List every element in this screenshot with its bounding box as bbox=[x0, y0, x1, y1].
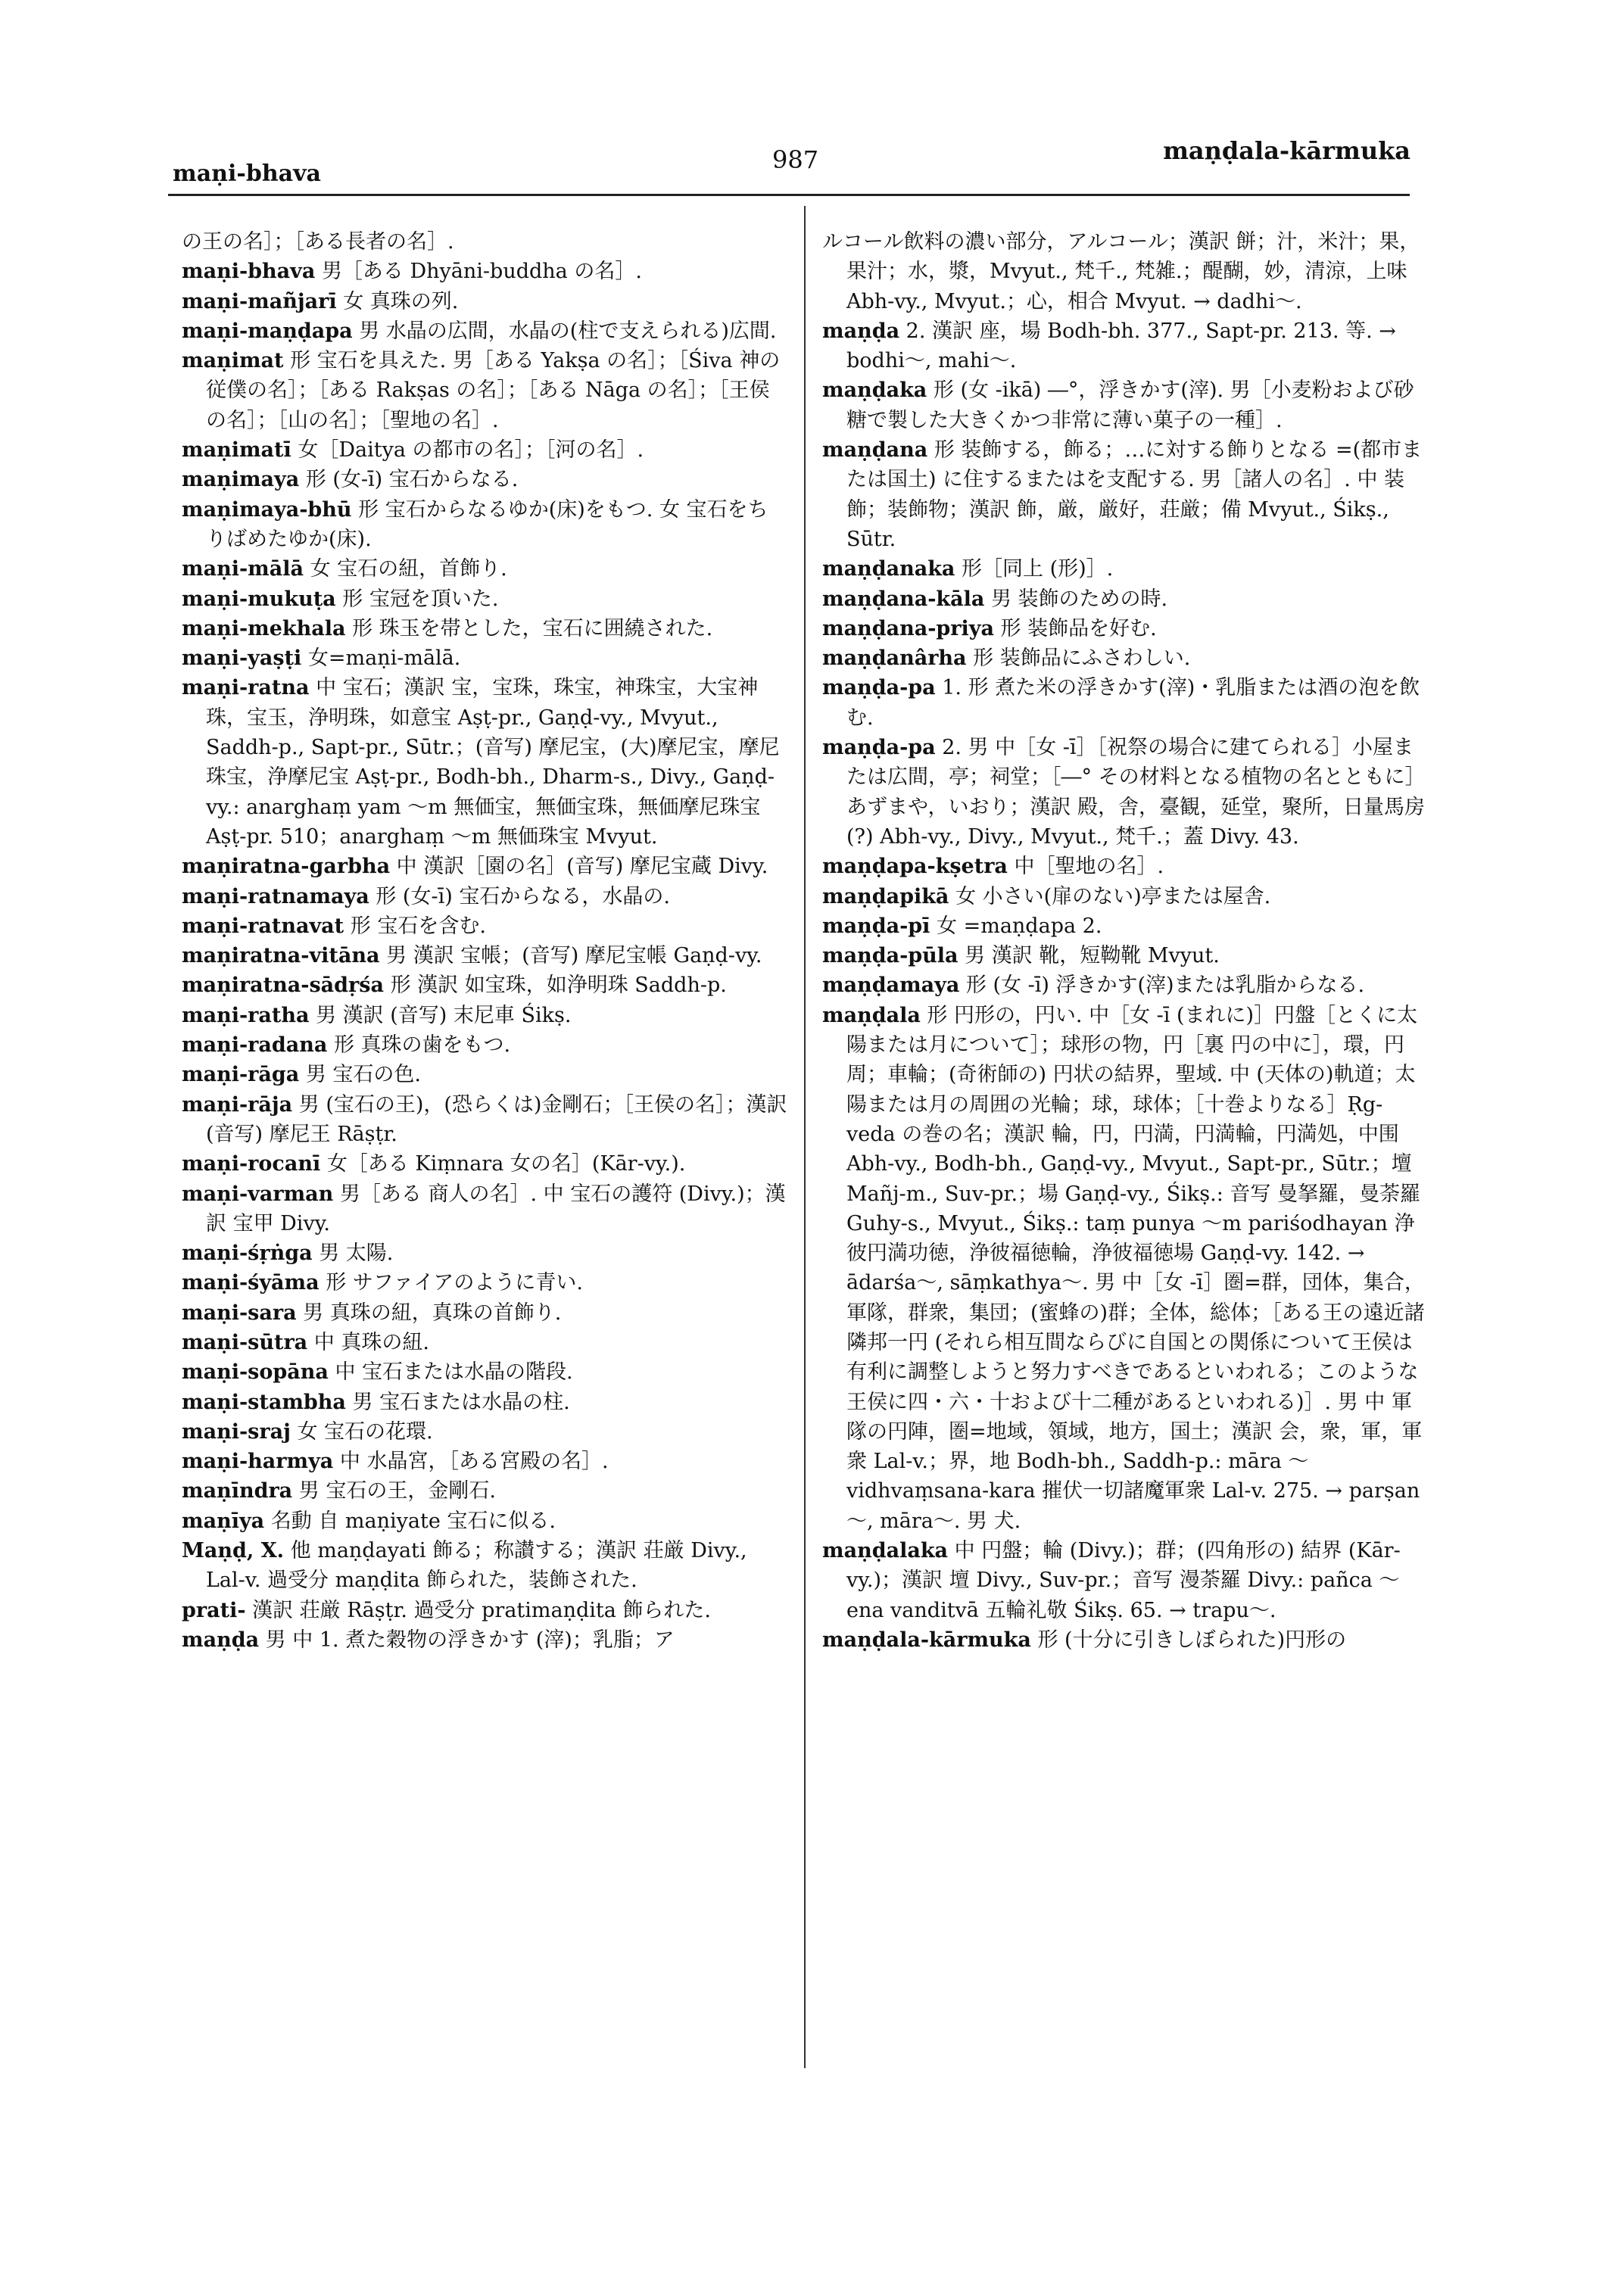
entry-definition: 形 宝冠を頂いた. bbox=[342, 587, 499, 611]
entry-definition: 形 円形の，円い. 中［女 -ī (まれに)］円盤［とくに太陽または月について］；球形の物，円［裏 円の中に］，環，円周；車輪；(奇術師の) 円状の結界，聖域. 中 (天体の)軌道；太陽または月の周囲の光輪；球，球体；［十巻よりなる］Ṛg-veda の巻の名；漢訳 輪，円，円満，円満輪，円満処，中围 Abh-vy., Bodh-bh., Gaṇḍ-vy., Mvyut., Sapt-pr., Sūtr.；壇 Mañj-m., Suv-pr.；場 Gaṇḍ-vy., Śikṣ.: 音写 曼拏羅，曼荼羅 Guhy-s., Mvyut., Śikṣ.: taṃ punya ～m pariśodhayan 浄彼円満功徳，浄彼福徳輪，浄彼福徳場 Gaṇḍ-vy. 142. → ādarśa～, sāṃkathya～. 男 中［女 -ī］圏=群，団体，集合，軍隊，群衆，集団；(蜜蜂の)群；全体，総体；［ある王の遠近諸隣邦一円 (それら相互間ならびに自国との関係について王侯は有利に調整しようと努力すべきであるといわれる；このような王侯に四・六・十および十二種があるといわれる)］. 男 中 軍隊の円陣，圏=地域，領域，地方，国土；漢訳 会，衆，軍，軍衆 Lal-v.；界，地 Bodh-bh., Saddh-p.: māra ～vidhvaṃsana-kara 摧伏一切諸魔軍衆 Lal-v. 275. → parṣan～, māra～. 男 犬. bbox=[846, 1003, 1425, 1533]
dictionary-entry bbox=[182, 257, 787, 286]
entry-headword: maṇḍa-pī bbox=[822, 914, 930, 938]
entry-headword: maṇḍala bbox=[822, 1003, 921, 1027]
entry-headword: maṇḍa-pūla bbox=[822, 944, 959, 968]
dictionary-entry bbox=[822, 882, 1428, 911]
dictionary-entry bbox=[182, 1357, 787, 1387]
entry-definition: 男 水晶の広間，水晶の(柱で支えられる)広間. bbox=[359, 319, 777, 343]
dictionary-entry bbox=[182, 673, 787, 852]
entry-headword: maṇi-rāja bbox=[182, 1092, 293, 1117]
entry-definition: 形 (女 -ikā) ―°，浮きかす(滓). 男［小麦粉および砂糖で製した大きくかつ非常に薄い菓子の一種］. bbox=[846, 379, 1414, 432]
dictionary-entry bbox=[182, 495, 787, 555]
dictionary-entry bbox=[822, 614, 1428, 643]
entry-headword: maṇḍapa-kṣetra bbox=[822, 855, 1008, 879]
dictionary-entry bbox=[182, 1388, 787, 1417]
dictionary-entry bbox=[182, 1149, 787, 1179]
entry-headword: maṇimaya-bhū bbox=[182, 497, 352, 522]
entry-headword: maṇḍala-kārmuka bbox=[822, 1628, 1031, 1652]
entry-headword: maṇi-mekhala bbox=[182, 616, 346, 640]
dictionary-entry bbox=[822, 227, 1428, 316]
entry-definition: ルコール飲料の濃い部分，アルコール；漢訳 餅；汁，米汁；果，果汁；水，漿，Mvyut., 梵千., 梵雑.；醍醐，妙，清涼，上味 Abh-vy., Mvyut.；心，相合 Mvyut. → dadhi～. bbox=[822, 230, 1420, 313]
entry-definition: 男［ある 商人の名］. 中 宝石の護符 (Divy.)；漢訳 宝甲 Divy. bbox=[206, 1182, 786, 1235]
dictionary-entry bbox=[822, 733, 1428, 852]
dictionary-entry bbox=[182, 1298, 787, 1328]
dictionary-entry bbox=[182, 1506, 787, 1536]
entry-definition: 他 maṇḍayati 飾る；称讃する；漢訳 荘厳 Divy., Lal-v. 過受分 maṇḍita 飾られた，装飾された. bbox=[206, 1539, 747, 1593]
entry-definition: 男 宝石の色. bbox=[305, 1063, 422, 1087]
entry-headword: maṇimaya bbox=[182, 468, 300, 492]
right-column bbox=[822, 227, 1428, 1655]
entry-definition: 形 (女 -ī) 浮きかす(滓)または乳脂からなる. bbox=[965, 974, 1365, 998]
dictionary-entry bbox=[182, 1625, 787, 1655]
entry-headword: maṇi-śṛṅga bbox=[182, 1242, 313, 1266]
entry-definition: 男 宝石または水晶の柱. bbox=[352, 1390, 570, 1414]
entry-definition: 中 宝石；漢訳 宝，宝珠，珠宝，神珠宝，大宝神珠，宝玉，浄明珠，如意宝 Aṣṭ-pr., Gaṇḍ-vy., Mvyut., Saddh-p., Sapt-pr., Sūtr.；(音写) 摩尼宝，(大)摩尼宝，摩尼珠宝，浄摩尼宝 Aṣṭ-pr., Bodh-bh., Dharm-s., Divy., Gaṇḍ-vy.: anarghaṃ yam ～m 無価宝，無価宝珠，無価摩尼珠宝 Aṣṭ-pr. 510；anarghaṃ ～m 無価珠宝 Mvyut. bbox=[206, 676, 780, 849]
dictionary-entry bbox=[182, 584, 787, 614]
dictionary-entry bbox=[182, 1238, 787, 1268]
entry-headword: maṇḍapikā bbox=[822, 884, 949, 908]
entry-definition: 男［ある Dhyāni-buddha の名］. bbox=[321, 260, 642, 284]
dictionary-entry bbox=[182, 882, 787, 911]
entry-definition: 2. 男 中［女 -ī］［祝祭の場合に建てられる］小屋または広間，亭；祠堂；［―° その材料となる植物の名とともに］あずまや，いおり；漢訳 殿，舎，臺観，延堂，聚所，日量馬房(?) Abh-vy., Divy., Mvyut., 梵千.；蓋 Divy. 43. bbox=[846, 736, 1426, 849]
dictionary-entry bbox=[822, 554, 1428, 584]
dictionary-entry bbox=[822, 643, 1428, 673]
entry-definition: 男 真珠の紐，真珠の首飾り. bbox=[303, 1301, 562, 1325]
dictionary-entry bbox=[822, 852, 1428, 881]
dictionary-entry bbox=[182, 1476, 787, 1506]
dictionary-entry bbox=[822, 941, 1428, 970]
entry-definition: 形 (十分に引きしぼられた)円形の bbox=[1037, 1628, 1347, 1652]
entry-definition: 男 中 1. 煮た穀物の浮きかす (滓)；乳脂；ア bbox=[265, 1628, 675, 1652]
dictionary-entry bbox=[182, 1328, 787, 1357]
entry-definition: 形 サファイアのように青い. bbox=[326, 1271, 584, 1295]
dictionary-entry bbox=[182, 1001, 787, 1030]
entry-headword: maṇi-mañjarī bbox=[182, 289, 337, 313]
entry-definition: 形 装飾する，飾る；…に対する飾りとなる =(都市または国土) に住するまたはを支配する. 男［諸人の名］. 中 装飾；装飾物；漢訳 飾，厳，厳好，荘厳；備 Mvyut., Śikṣ., Sūtr. bbox=[846, 438, 1423, 551]
entry-headword: maṇi-maṇḍapa bbox=[182, 319, 353, 343]
entry-definition: 中［聖地の名］. bbox=[1014, 855, 1164, 879]
dictionary-entry bbox=[182, 911, 787, 941]
dictionary-entry bbox=[822, 970, 1428, 1000]
dictionary-entry bbox=[182, 1417, 787, 1447]
entry-headword: maṇḍaka bbox=[822, 379, 927, 403]
running-head-left: maṇi-bhava bbox=[173, 160, 321, 187]
entry-definition: 女 宝石の紐，首飾り. bbox=[310, 557, 507, 581]
entry-definition: 1. 形 煮た米の浮きかす(滓)・乳脂または酒の泡を飲む. bbox=[846, 676, 1420, 730]
entry-definition: 女 =maṇḍapa 2. bbox=[937, 914, 1102, 938]
entry-headword: maṇi-sūtra bbox=[182, 1330, 308, 1354]
entry-definition: 中 円盤；輪 (Divy.)；群；(四角形の) 結界 (Kār-vy.)；漢訳 壇 Divy., Suv-pr.；音写 漫荼羅 Divy.: pañca ～ena vanditvā 五輪礼敬 Śikṣ. 65. → trapu～. bbox=[846, 1539, 1401, 1622]
entry-definition: 形 漢訳 如宝珠，如浄明珠 Saddh-p. bbox=[390, 974, 727, 998]
entry-definition: 男 (宝石の王)，(恐らくは)金剛石；［王侯の名］；漢訳 (音写) 摩尼王 Rāṣṭr. bbox=[206, 1092, 787, 1146]
entry-headword: maṇi-harmya bbox=[182, 1450, 334, 1474]
entry-definition: 女［ある Kiṃnara 女の名］(Kār-vy.). bbox=[326, 1152, 686, 1176]
entry-headword: maṇi-mukuṭa bbox=[182, 587, 336, 611]
dictionary-entry bbox=[182, 465, 787, 494]
dictionary-entry bbox=[822, 1625, 1428, 1655]
entry-headword: maṇi-ratnamaya bbox=[182, 884, 369, 908]
entry-headword: maṇḍamaya bbox=[822, 974, 960, 998]
header-rule bbox=[168, 194, 1410, 196]
entry-definition: 女 小さい(扉のない)亭または屋舎. bbox=[955, 884, 1271, 908]
entry-definition: 形［同上 (形)］. bbox=[962, 557, 1114, 581]
entry-definition: 中 漢訳［園の名］(音写) 摩尼宝蔵 Divy. bbox=[396, 855, 768, 879]
entry-definition: 中 水晶宮，［ある宮殿の名］. bbox=[339, 1450, 609, 1474]
dictionary-entry bbox=[822, 1001, 1428, 1536]
dictionary-entry bbox=[182, 1536, 787, 1596]
entry-definition: 2. 漢訳 座，場 Bodh-bh. 377., Sapt-pr. 213. 等. → bodhi～, mahi～. bbox=[846, 319, 1396, 373]
entry-headword: maṇḍana-kāla bbox=[822, 587, 985, 611]
entry-definition: 漢訳 荘厳 Rāṣṭr. 過受分 pratimaṇḍita 飾られた. bbox=[252, 1598, 712, 1622]
dictionary-entry bbox=[182, 970, 787, 1000]
entry-headword: maṇimatī bbox=[182, 438, 291, 463]
entry-definition: 形 (女-ī) 宝石からなる，水晶の. bbox=[376, 884, 670, 908]
entry-definition: 男 漢訳 (音写) 末尼車 Śikṣ. bbox=[316, 1003, 572, 1027]
entry-headword: maṇi-sara bbox=[182, 1301, 297, 1325]
entry-definition: 形 装飾品にふさわしい. bbox=[973, 646, 1191, 671]
dictionary-entry bbox=[822, 375, 1428, 435]
entry-definition: 女=maṇi-mālā. bbox=[307, 646, 461, 671]
dictionary-entry bbox=[822, 911, 1428, 941]
entry-definition: 男 漢訳 宝帳；(音写) 摩尼宝帳 Gaṇḍ-vy. bbox=[386, 944, 762, 968]
dictionary-entry bbox=[182, 1179, 787, 1239]
entry-headword: maṇḍa bbox=[822, 319, 900, 343]
column-divider bbox=[804, 206, 806, 2068]
entry-definition: 形 宝石を含む. bbox=[350, 914, 486, 938]
entry-headword: maṇḍanaka bbox=[822, 557, 955, 581]
entry-headword: maṇḍanârha bbox=[822, 646, 967, 671]
entry-headword: maṇi-sraj bbox=[182, 1419, 291, 1444]
entry-headword: Maṇḍ, X. bbox=[182, 1539, 285, 1563]
entry-definition: 女 真珠の列. bbox=[343, 289, 459, 313]
entry-headword: maṇimat bbox=[182, 349, 284, 373]
entry-headword: maṇi-sopāna bbox=[182, 1360, 329, 1385]
entry-headword: maṇi-bhava bbox=[182, 260, 316, 284]
dictionary-entry bbox=[822, 435, 1428, 554]
entry-headword: maṇi-rāga bbox=[182, 1063, 300, 1087]
dictionary-entry bbox=[182, 287, 787, 316]
dictionary-entry bbox=[182, 554, 787, 584]
entry-headword: maṇiratna-garbha bbox=[182, 855, 391, 879]
entry-headword: maṇīndra bbox=[182, 1479, 293, 1503]
entry-headword: prati- bbox=[182, 1598, 246, 1622]
entry-headword: maṇḍana-priya bbox=[822, 616, 994, 640]
entry-headword: maṇḍana bbox=[822, 438, 928, 463]
dictionary-entry bbox=[182, 852, 787, 881]
entry-definition: 形 宝石を具えた. 男［ある Yakṣa の名］；［Śiva 神の従僕の名］；［ある Rakṣas の名］；［ある Nāga の名］；［王侯の名］；［山の名］；［聖地の名］. bbox=[206, 349, 781, 432]
entry-headword: maṇi-yaṣṭi bbox=[182, 646, 302, 671]
entry-definition: の王の名］；［ある長者の名］. bbox=[182, 230, 454, 254]
entry-headword: maṇi-ratnavat bbox=[182, 914, 344, 938]
entry-headword: maṇi-ratha bbox=[182, 1003, 310, 1027]
entry-definition: 中 真珠の紐. bbox=[313, 1330, 429, 1354]
entry-headword: maṇi-mālā bbox=[182, 557, 304, 581]
entry-headword: maṇi-stambha bbox=[182, 1390, 346, 1414]
entry-definition: 形 珠玉を帯とした，宝石に囲繞された. bbox=[352, 616, 713, 640]
entry-headword: maṇi-ratna bbox=[182, 676, 310, 700]
dictionary-entry bbox=[182, 435, 787, 465]
running-head-right: maṇḍala-kārmuka bbox=[1163, 136, 1410, 165]
dictionary-entry bbox=[182, 1596, 787, 1625]
dictionary-entry bbox=[182, 1090, 787, 1150]
left-column bbox=[182, 227, 787, 1655]
entry-definition: 女 宝石の花環. bbox=[297, 1419, 433, 1444]
entry-headword: maṇḍalaka bbox=[822, 1539, 949, 1563]
dictionary-entry bbox=[182, 1060, 787, 1089]
dictionary-entry bbox=[822, 316, 1428, 376]
entry-definition: 男 宝石の王，金剛石. bbox=[298, 1479, 496, 1503]
entry-headword: maṇi-rocanī bbox=[182, 1152, 321, 1176]
entry-definition: 男 装飾のための時. bbox=[990, 587, 1168, 611]
page-number: 987 bbox=[772, 145, 819, 174]
dictionary-entry bbox=[182, 614, 787, 643]
dictionary-entry bbox=[182, 1447, 787, 1476]
dictionary-entry bbox=[822, 673, 1428, 733]
entry-headword: maṇi-śyāma bbox=[182, 1271, 320, 1295]
entry-headword: maṇīya bbox=[182, 1509, 265, 1533]
entry-headword: maṇḍa-pa bbox=[822, 676, 936, 700]
entry-headword: maṇi-radana bbox=[182, 1033, 328, 1058]
entry-definition: 中 宝石または水晶の階段. bbox=[335, 1360, 573, 1385]
entry-headword: maṇi-varman bbox=[182, 1182, 334, 1206]
entry-definition: 男 太陽. bbox=[319, 1242, 394, 1266]
entry-headword: maṇḍa-pa bbox=[822, 736, 936, 760]
entry-definition: 形 宝石からなるゆか(床)をもつ. 女 宝石をちりばめたゆか(床). bbox=[206, 497, 768, 551]
dictionary-entry bbox=[182, 1030, 787, 1060]
entry-definition: 形 真珠の歯をもつ. bbox=[333, 1033, 511, 1058]
dictionary-entry bbox=[182, 643, 787, 673]
dictionary-entry bbox=[182, 227, 787, 257]
entry-headword: maṇiratna-vitāna bbox=[182, 944, 380, 968]
entry-definition: 女［Daitya の都市の名］；［河の名］. bbox=[298, 438, 644, 463]
dictionary-entry bbox=[182, 941, 787, 970]
entry-definition: 形 装飾品を好む. bbox=[1000, 616, 1157, 640]
dictionary-entry bbox=[182, 316, 787, 346]
dictionary-entry bbox=[822, 584, 1428, 614]
entry-headword: maṇḍa bbox=[182, 1628, 260, 1652]
entry-definition: 男 漢訳 靴，短靿靴 Mvyut. bbox=[965, 944, 1220, 968]
dictionary-entry bbox=[822, 1536, 1428, 1625]
entry-definition: 形 (女-ī) 宝石からなる. bbox=[305, 468, 519, 492]
dictionary-entry bbox=[182, 346, 787, 435]
dictionary-entry bbox=[182, 1268, 787, 1298]
entry-definition: 名動 自 maṇiyate 宝石に似る. bbox=[270, 1509, 556, 1533]
entry-headword: maṇiratna-sādṛśa bbox=[182, 974, 384, 998]
